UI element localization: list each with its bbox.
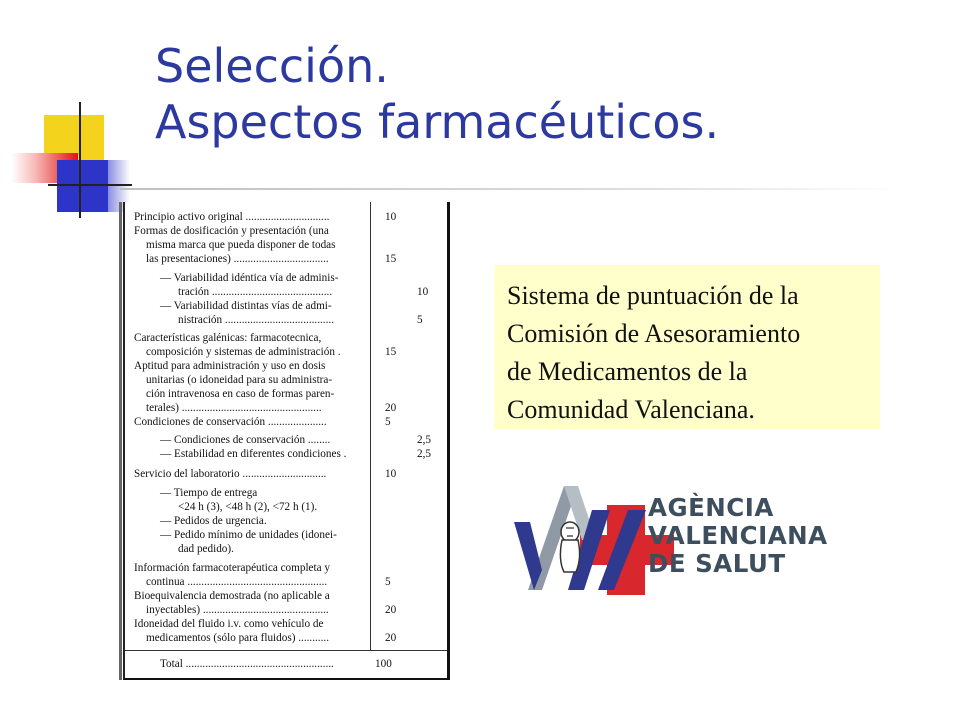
table-row-points: 10: [385, 468, 397, 480]
note-line1: Sistema de puntuación de la: [507, 281, 799, 310]
scoring-system-note: [494, 265, 880, 429]
table-row-text: Aptitud para administración y uso en dosis: [134, 360, 326, 372]
note-line2: Comisión de Asesoramiento: [507, 319, 801, 348]
table-row-text: <24 h (3), <48 h (2), <72 h (1).: [178, 501, 318, 513]
table-row-points: 20: [385, 402, 397, 414]
table-row-text: continua ..................................................: [146, 576, 328, 588]
table-row-points: 15: [385, 346, 397, 358]
table-row-text: tración ...........................................: [178, 286, 333, 298]
table-row-subpoints: 10: [417, 286, 429, 298]
table-row-text: — Estabilidad en diferentes condiciones .: [160, 448, 347, 460]
note-text: [507, 277, 800, 429]
table-row-points: 10: [385, 211, 397, 223]
table-row-subpoints: 2,5: [417, 434, 431, 446]
table-row-text: ción intravenosa en caso de formas paren-: [146, 388, 335, 400]
table-row-text: terales) ..................................................: [146, 402, 322, 414]
table-row-text: — Variabilidad distintas vías de admi-: [160, 300, 332, 312]
table-row-points: 20: [385, 632, 397, 644]
table-row-text: — Pedidos de urgencia.: [160, 515, 267, 527]
logo-wordmark: [648, 494, 828, 578]
table-row-points: 5: [385, 416, 391, 428]
table-row-subpoints: 2,5: [417, 448, 431, 460]
table-row-points: 5: [385, 576, 391, 588]
table-row-subpoints: 5: [417, 314, 423, 326]
table-row-text: Principio activo original ..............................: [134, 211, 330, 223]
table-row-text: — Tiempo de entrega: [160, 487, 258, 499]
table-row-text: — Condiciones de conservación ........: [160, 434, 331, 446]
table-row-points: 15: [385, 253, 397, 265]
table-row-text: Servicio del laboratorio ..............................: [134, 468, 327, 480]
decor-horizontal-line: [48, 184, 132, 186]
table-row-text: dad pedido).: [178, 543, 234, 555]
table-total-label: Total .....................................................: [160, 658, 334, 670]
table-row-text: inyectables) .............................................: [146, 604, 329, 616]
table-row-text: nistración .......................................: [178, 314, 334, 326]
table-row-text: — Variabilidad idéntica vía de adminis-: [160, 272, 339, 284]
table-row-text: las presentaciones) ..................................: [146, 253, 329, 265]
logo-line2: VALENCIANA: [648, 521, 828, 550]
table-row-text: Formas de dosificación y presentación (una: [134, 225, 329, 237]
note-line3: de Medicamentos de la: [507, 357, 748, 386]
table-row-text: Información farmacoterapéutica completa y: [134, 562, 330, 574]
slide-title-line2: Aspectos farmacéuticos.: [155, 95, 720, 149]
table-row-text: Idoneidad del fluido i.v. como vehículo de: [134, 618, 324, 630]
scoring-table: [123, 202, 450, 680]
table-row-text: composición y sistemas de administración .: [146, 346, 341, 358]
note-line4: Comunidad Valenciana.: [507, 395, 755, 424]
slide-title: [155, 38, 719, 150]
table-row-points: 20: [385, 604, 397, 616]
total-divider: [125, 650, 447, 651]
table-total-value: 100: [375, 658, 392, 670]
logo-line1: AGÈNCIA: [648, 493, 774, 522]
title-divider: [120, 188, 900, 190]
decor-vertical-line: [79, 102, 81, 218]
logo-figure-icon: [560, 522, 579, 572]
table-row-text: misma marca que pueda disponer de todas: [146, 239, 336, 251]
logo-blue-stroke-left: [514, 522, 542, 590]
table-row-text: Condiciones de conservación .....................: [134, 416, 327, 428]
table-row-text: Bioequivalencia demostrada (no aplicable a: [134, 590, 330, 602]
logo-line3: DE SALUT: [648, 549, 786, 578]
table-row-text: medicamentos (sólo para fluidos) ...........: [146, 632, 329, 644]
table-row-text: Características galénicas: farmacotecnica,: [134, 332, 322, 344]
table-column-divider: [370, 202, 371, 650]
decor-blue-square: [57, 160, 109, 212]
slide-title-line1: Selección.: [155, 39, 389, 93]
table-row-text: unitarias (o idoneidad para su administra-: [146, 374, 333, 386]
table-row-text: — Pedido mínimo de unidades (idonei-: [160, 529, 337, 541]
